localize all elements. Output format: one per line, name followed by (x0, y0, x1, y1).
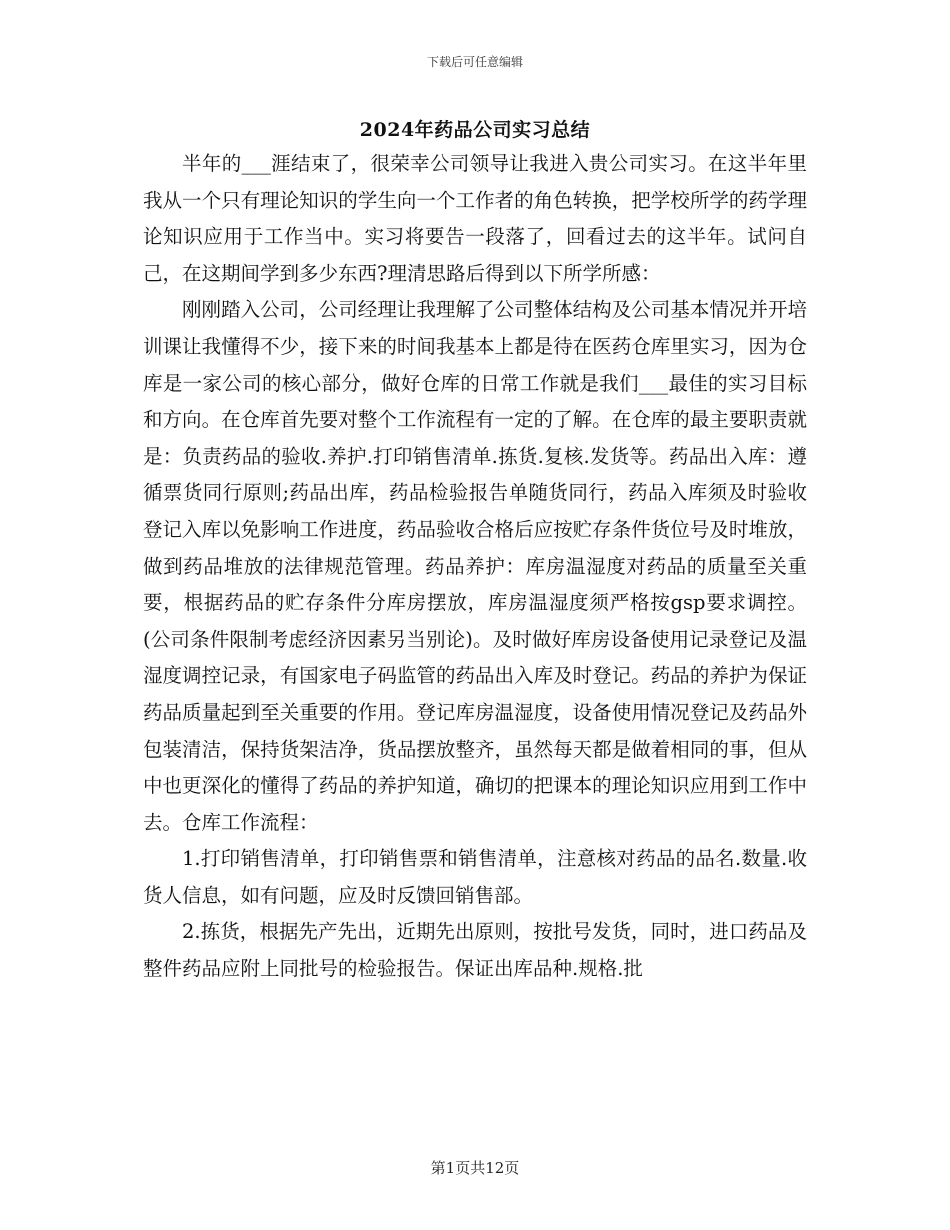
paragraph: 半年的___涯结束了，很荣幸公司领导让我进入贵公司实习。在这半年里我从一个只有理论知识的学生向一个工作者的角色转换，把学校所学的药学理论知识应用于工作当中。实习将要告一段落了，回看过去的这半年。试问自己，在这期间学到多少东西?理清思路后得到以下所学所感： (143, 152, 807, 285)
document-body (143, 146, 807, 988)
header-note: 下载后可任意编辑 (426, 55, 523, 69)
paragraph: 刚刚踏入公司，公司经理让我理解了公司整体结构及公司基本情况并开培训课让我懂得不少，接下来的时间我基本上都是待在医药仓库里实习，因为仓库是一家公司的核心部分，做好仓库的日常工作就是我们___最佳的实习目标和方向。在仓库首先要对整个工作流程有一定的了解。在仓库的最主要职责就是：负责药品的验收.养护.打印销售清单.拣货.复核.发货等。药品出入库：遵循票货同行原则;药品出库，药品检验报告单随货同行，药品入库须及时验收登记入库以免影响工作进度，药品验收合格后应按贮存条件货位号及时堆放，做到药品堆放的法律规范管理。药品养护：库房温湿度对药品的质量至关重要，根据药品的贮存条件分库房摆放，库房温湿度须严格按gsp要求调控。(公司条件限制考虑经济因素另当别论)。及时做好库房设备使用记录登记及温湿度调控记录，有国家电子码监管的药品出入库及时登记。药品的养护为保证药品质量起到至关重要的作用。登记库房温湿度，设备使用情况登记及药品外包装清洁，保持货架洁净，货品摆放整齐，虽然每天都是做着相同的事，但从中也更深化的懂得了药品的养护知道，确切的把课本的理论知识应用到工作中去。仓库工作流程： (143, 298, 807, 834)
paragraph: 2.拣货，根据先产先出，近期先出原则，按批号发货，同时，进口药品及整件药品应附上同批号的检验报告。保证出库品种.规格.批 (143, 920, 807, 981)
paragraph: 1.打印销售清单，打印销售票和销售清单，注意核对药品的品名.数量.收货人信息，如有问题，应及时反馈回销售部。 (143, 847, 807, 907)
page-number: 第1页共12页 (430, 1159, 520, 1177)
document-title: 2024年药品公司实习总结 (359, 119, 591, 141)
